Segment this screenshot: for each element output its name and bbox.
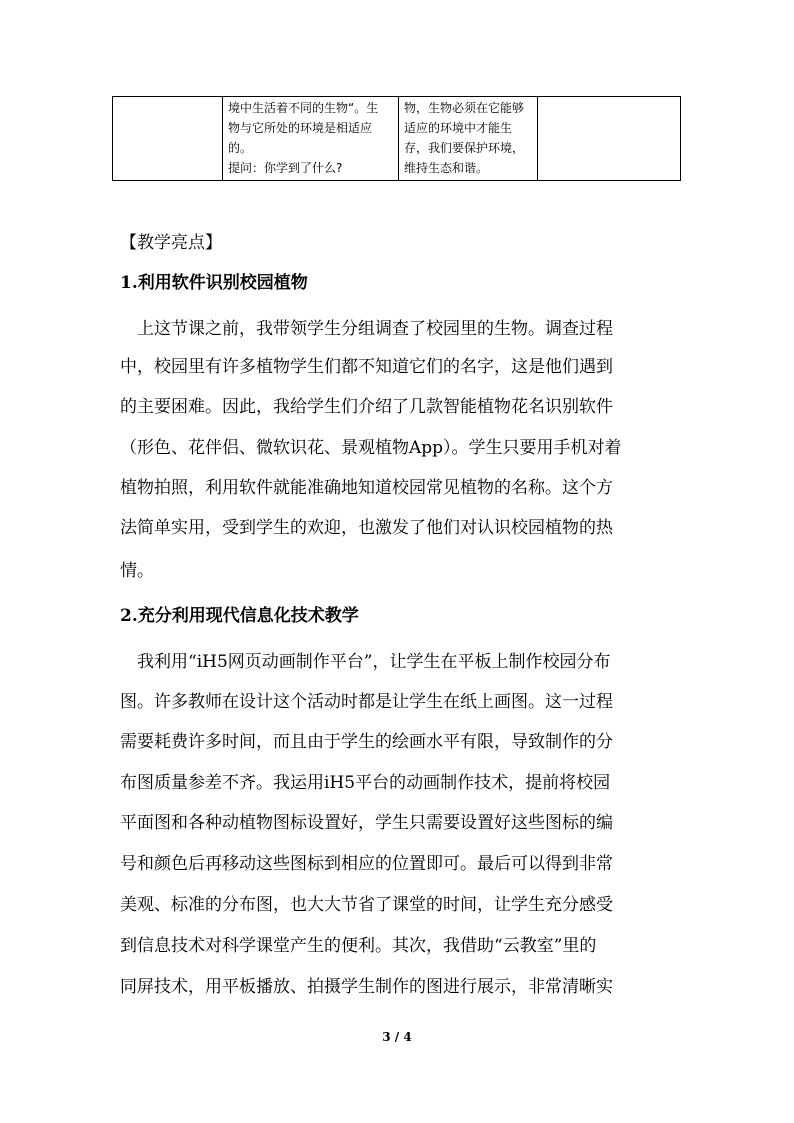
paragraph-line: 植物拍照，利用软件就能准确地知道校园常见植物的名称。这个方: [120, 478, 613, 498]
paragraph-line: 号和颜色后再移动这些图标到相应的位置即可。最后可以得到非常: [120, 854, 613, 874]
paragraph-line: 布图质量参差不齐。我运用iH5平台的动画制作技术，提前将校园: [120, 773, 611, 793]
paragraph-line: 美观、标准的分布图，也大大节省了课堂的时间，让学生充分感受: [120, 895, 613, 915]
paragraph-line: （形色、花伴侣、微软识花、景观植物App）。学生只要用手机对着: [120, 438, 622, 458]
page-number: 3 / 4: [382, 1030, 412, 1044]
paragraph-line: 我利用“iH5网页动画制作平台”，让学生在平板上制作校园分布: [120, 652, 611, 672]
paragraph-line: 图。许多教师在设计这个活动时都是让学生在纸上画图。这一过程: [120, 692, 613, 712]
paragraph-line: 平面图和各种动植物图标设置好，学生只需要设置好这些图标的编: [120, 813, 613, 833]
paragraph-line: 需要耗费许多时间，而且由于学生的绘画水平有限，导致制作的分: [120, 732, 613, 752]
paragraph-line: 到信息技术对科学课堂产生的便利。其次，我借助“云教室”里的: [120, 936, 597, 956]
table-cell: [223, 97, 399, 181]
paragraph-line: 法简单实用，受到学生的欢迎，也激发了他们对认识校园植物的热: [120, 518, 613, 538]
paragraph-line: 中，校园里有许多植物学生们都不知道它们的名字，这是他们遇到: [120, 357, 613, 377]
cell-text: 境中生活着不同的生物“。生 物与它所处的环境是相适应 的。 提问：你学到了什么?: [228, 101, 379, 175]
table-cell: [538, 97, 681, 181]
table-cell: [113, 97, 223, 181]
paragraph-line: 同屏技术，用平板播放、拍摄学生制作的图进行展示，非常清晰实: [120, 977, 613, 997]
cell-text: [538, 97, 680, 98]
lesson-table: [112, 96, 681, 181]
point2-heading: 2.充分利用现代信息化技术教学: [120, 606, 359, 626]
table-cell: [399, 97, 538, 181]
paragraph-line: 情。: [120, 561, 154, 581]
section-title: 【教学亮点】: [120, 233, 222, 253]
table-row: [113, 97, 681, 181]
paragraph-line: 上这节课之前，我带领学生分组调查了校园里的生物。调查过程: [120, 319, 613, 339]
cell-text: 物，生物必须在它能够 适应的环境中才能生 存，我们要保护环境， 维持生态和谐。: [404, 101, 525, 175]
cell-text: [113, 97, 222, 98]
paragraph-line: 的主要困难。因此，我给学生们介绍了几款智能植物花名识别软件: [120, 397, 613, 417]
point1-heading: 1.利用软件识别校园植物: [120, 273, 308, 293]
